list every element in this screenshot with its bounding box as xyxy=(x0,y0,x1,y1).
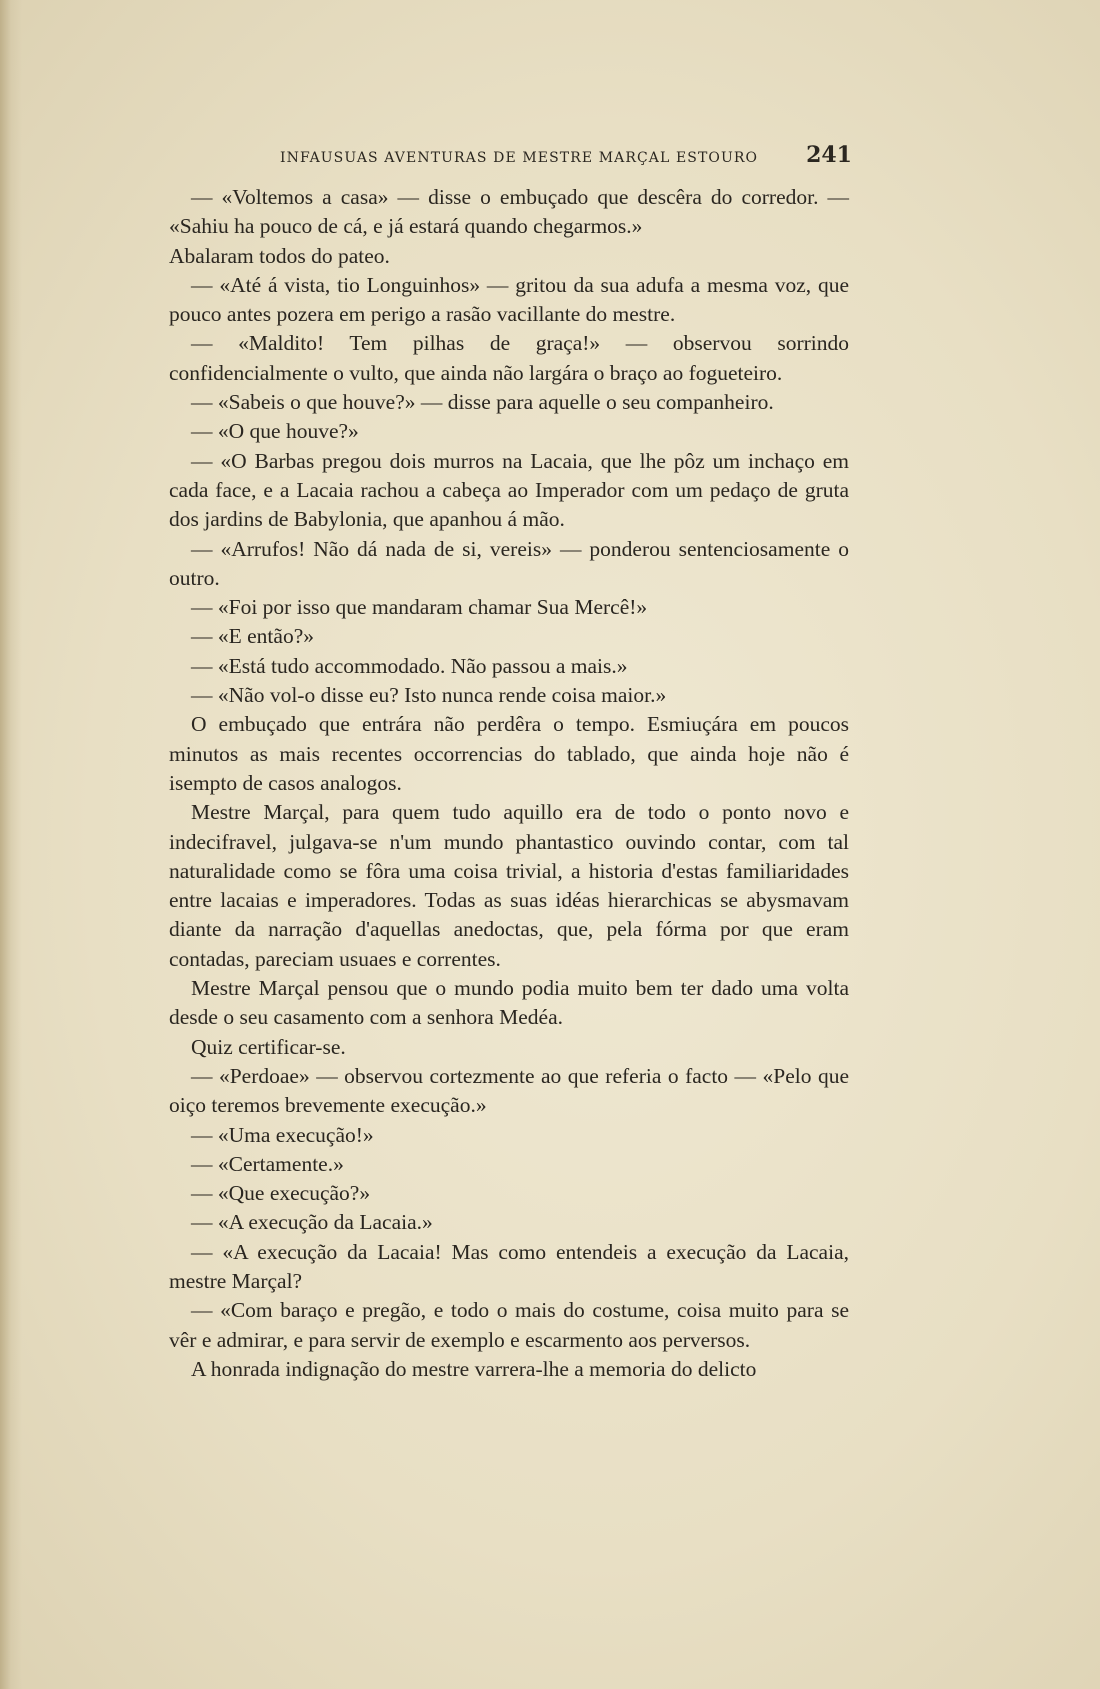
paragraph: — «Não vol-o disse eu? Isto nunca rende coisa maior.» xyxy=(191,683,667,708)
paragraph: — «O que houve?» xyxy=(191,419,359,444)
page-header xyxy=(170,142,852,176)
paragraph: — «Certamente.» xyxy=(191,1151,344,1176)
paragraph: — «Até á vista, tio Longuinhos» — gritou da sua adufa a mesma voz, que pouco antes pozera em perigo a rasão vacillante do mestre. xyxy=(169,272,849,327)
paragraph: — «Voltemos a casa» — disse o embuçado que descêra do corredor. — «Sahiu ha pouco de cá, e já estará quando chegarmos.» xyxy=(169,185,849,239)
paragraph: — «Maldito! Tem pilhas de graça!» — observou sorrindo confidencialmente o vulto, que ainda não largára o braço ao fogueteiro. xyxy=(169,331,849,385)
paragraph: Abalaram todos do pateo. xyxy=(169,243,390,268)
paragraph: — «Que execução?» xyxy=(191,1181,371,1206)
paragraph: Mestre Marçal, para quem tudo aquillo era de todo o ponto novo e indecifravel, julgava-se n'um mundo phantastico ouvindo contar, com tal naturalidade como se fôra uma coisa trivial, a historia d'estas familiaridades entre lacaias e imperadores. Todas as suas idéas hierarchicas se abysmavam diante da narração d'aquellas anedoctas, que, pela fórma por que eram contadas, pareciam usuaes e correntes. xyxy=(169,800,849,971)
paragraph: — «Arrufos! Não dá nada de si, vereis» — ponderou sentenciosamente o outro. xyxy=(169,536,849,590)
paragraph: — «Perdoae» — observou cortezmente ao que referia o facto — «Pelo que oiço teremos brevemente execução.» xyxy=(169,1063,849,1118)
paragraph: — «Com baraço e pregão, e todo o mais do costume, coisa muito para se vêr e admirar, e para servir de exemplo e escarmento aos perversos. xyxy=(169,1298,849,1352)
paragraph: — «Uma execução!» xyxy=(191,1122,374,1147)
paragraph: — «Foi por isso que mandaram chamar Sua Mercê!» xyxy=(191,595,648,620)
paragraph: — «Está tudo accommodado. Não passou a mais.» xyxy=(191,653,628,678)
running-title: INFAUSUAS AVENTURAS DE MESTRE MARÇAL ESTOURO xyxy=(280,150,759,166)
paragraph: O embuçado que entrára não perdêra o tempo. Esmiuçára em poucos minutos as mais recentes occorrencias do tablado, que ainda hoje não é isempto de casos analogos. xyxy=(169,712,849,795)
page-number: 241 xyxy=(806,142,852,168)
paragraph: — «A execução da Lacaia.» xyxy=(191,1210,433,1235)
body-text xyxy=(169,183,849,1384)
paragraph: — «O Barbas pregou dois murros na Lacaia, que lhe pôz um inchaço em cada face, e a Lacaia rachou a cabeça ao Imperador com um pedaço de gruta dos jardins de Babylonia, que apanhou á mão. xyxy=(169,448,849,532)
paragraph: Quiz certificar-se. xyxy=(191,1034,346,1059)
paragraph: A honrada indignação do mestre varrera-lhe a memoria do delicto xyxy=(191,1356,757,1381)
paragraph: — «A execução da Lacaia! Mas como entendeis a execução da Lacaia, mestre Marçal? xyxy=(169,1239,849,1293)
paragraph: Mestre Marçal pensou que o mundo podia muito bem ter dado uma volta desde o seu casamento com a senhora Medéa. xyxy=(169,976,849,1030)
paragraph: — «E então?» xyxy=(191,624,314,649)
paragraph: — «Sabeis o que houve?» — disse para aquelle o seu companheiro. xyxy=(191,390,774,415)
binding-shadow xyxy=(0,0,22,1689)
